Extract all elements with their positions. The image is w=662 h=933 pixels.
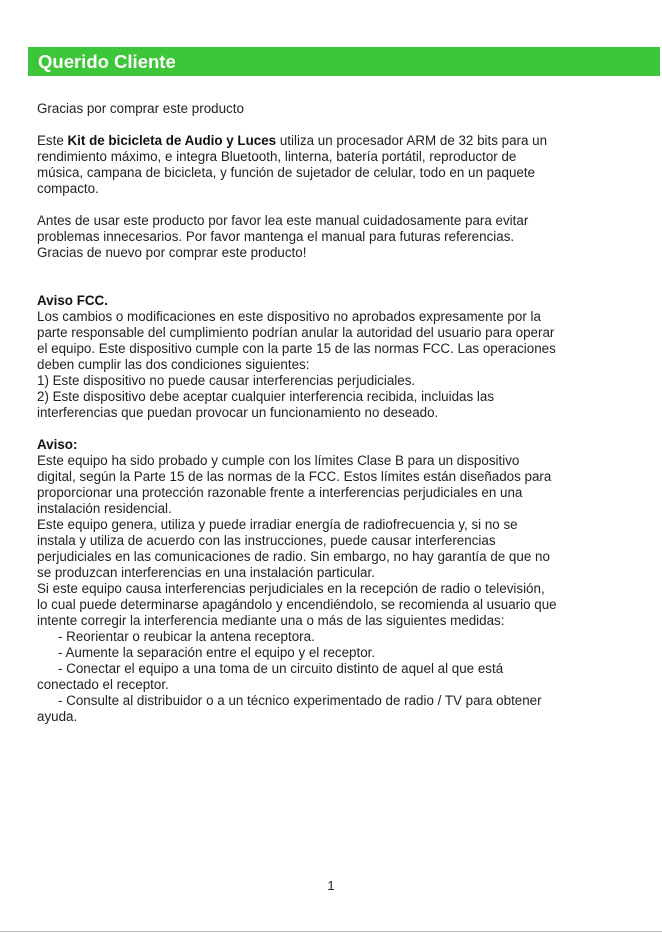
fcc-line: deben cumplir las dos condiciones siguientes: xyxy=(37,357,310,372)
fcc-line: parte responsable del cumplimiento podrían anular la autoridad del usuario para operar xyxy=(37,325,555,340)
note-line-1: Antes de usar este producto por favor lea este manual cuidadosamente para evitar xyxy=(37,213,529,228)
product-description xyxy=(37,133,627,197)
description-line-2: rendimiento máximo, e integra Bluetooth, linterna, batería portátil, reproductor de xyxy=(37,149,517,164)
aviso-line: intente corregir la interferencia mediante una o más de las siguientes medidas: xyxy=(37,613,505,628)
usage-note xyxy=(37,213,627,261)
note-line-2: problemas innecesarios. Por favor mantenga el manual para futuras referencias. xyxy=(37,229,515,244)
fcc-line: 1) Este dispositivo no puede causar interferencias perjudiciales. xyxy=(37,373,416,388)
description-line-1: Este Kit de bicicleta de Audio y Luces utiliza un procesador ARM de 32 bits para un xyxy=(37,133,548,148)
bottom-rule xyxy=(0,931,662,932)
measure-item: - Aumente la separación entre el equipo y el receptor. xyxy=(58,645,376,660)
aviso-line: se produzcan interferencias en una instalación particular. xyxy=(37,565,375,580)
aviso-line: instalación residencial. xyxy=(37,501,172,516)
aviso-line: instala y utiliza de acuerdo con las instrucciones, puede causar interferencias xyxy=(37,533,496,548)
measure-item-continuation: ayuda. xyxy=(37,709,78,724)
description-line-4: compacto. xyxy=(37,181,99,196)
measure-item-continuation: conectado el receptor. xyxy=(37,677,169,692)
measure-item: - Consulte al distribuidor o a un técnico experimentado de radio / TV para obtener xyxy=(58,693,542,708)
page-title: Querido Cliente xyxy=(38,51,176,72)
aviso-line: Si este equipo causa interferencias perjudiciales en la recepción de radio o televisión, xyxy=(37,581,545,596)
page-number: 1 xyxy=(327,878,335,893)
aviso-line: lo cual puede determinarse apagándolo y encendiéndolo, se recomienda al usuario que xyxy=(37,597,557,612)
fcc-line: Los cambios o modificaciones en este dispositivo no aprobados expresamente por la xyxy=(37,309,541,324)
fcc-section xyxy=(37,293,627,421)
fcc-line: interferencias que puedan provocar un funcionamiento no deseado. xyxy=(37,405,439,420)
aviso-line: Este equipo ha sido probado y cumple con los límites Clase B para un dispositivo xyxy=(37,453,520,468)
fcc-line: el equipo. Este dispositivo cumple con la parte 15 de las normas FCC. Las operaciones xyxy=(37,341,556,356)
measure-item: - Conectar el equipo a una toma de un circuito distinto de aquel al que está xyxy=(58,661,504,676)
measure-item: - Reorientar o reubicar la antena receptora. xyxy=(58,629,315,644)
note-line-3: Gracias de nuevo por comprar este producto! xyxy=(37,245,307,260)
fcc-line: 2) Este dispositivo debe aceptar cualquier interferencia recibida, incluidas las xyxy=(37,389,495,404)
thanks-line: Gracias por comprar este producto xyxy=(37,101,244,116)
document-body xyxy=(37,101,627,725)
aviso-line: perjudiciales en las comunicaciones de radio. Sin embargo, no hay garantía de que no xyxy=(37,549,550,564)
aviso-section xyxy=(37,437,627,725)
header-bar xyxy=(28,47,660,76)
product-name: Kit de bicicleta de Audio y Luces xyxy=(67,133,277,148)
description-line-3: música, campana de bicicleta, y función de sujetador de celular, todo en un paquete xyxy=(37,165,536,180)
aviso-line: Este equipo genera, utiliza y puede irradiar energía de radiofrecuencia y, si no se xyxy=(37,517,518,532)
aviso-line: digital, según la Parte 15 de las normas de la FCC. Estos límites están diseñados para xyxy=(37,469,552,484)
aviso-line: proporcionar una protección razonable frente a interferencias perjudiciales en una xyxy=(37,485,523,500)
aviso-heading: Aviso: xyxy=(37,437,78,452)
fcc-heading: Aviso FCC. xyxy=(37,293,108,308)
